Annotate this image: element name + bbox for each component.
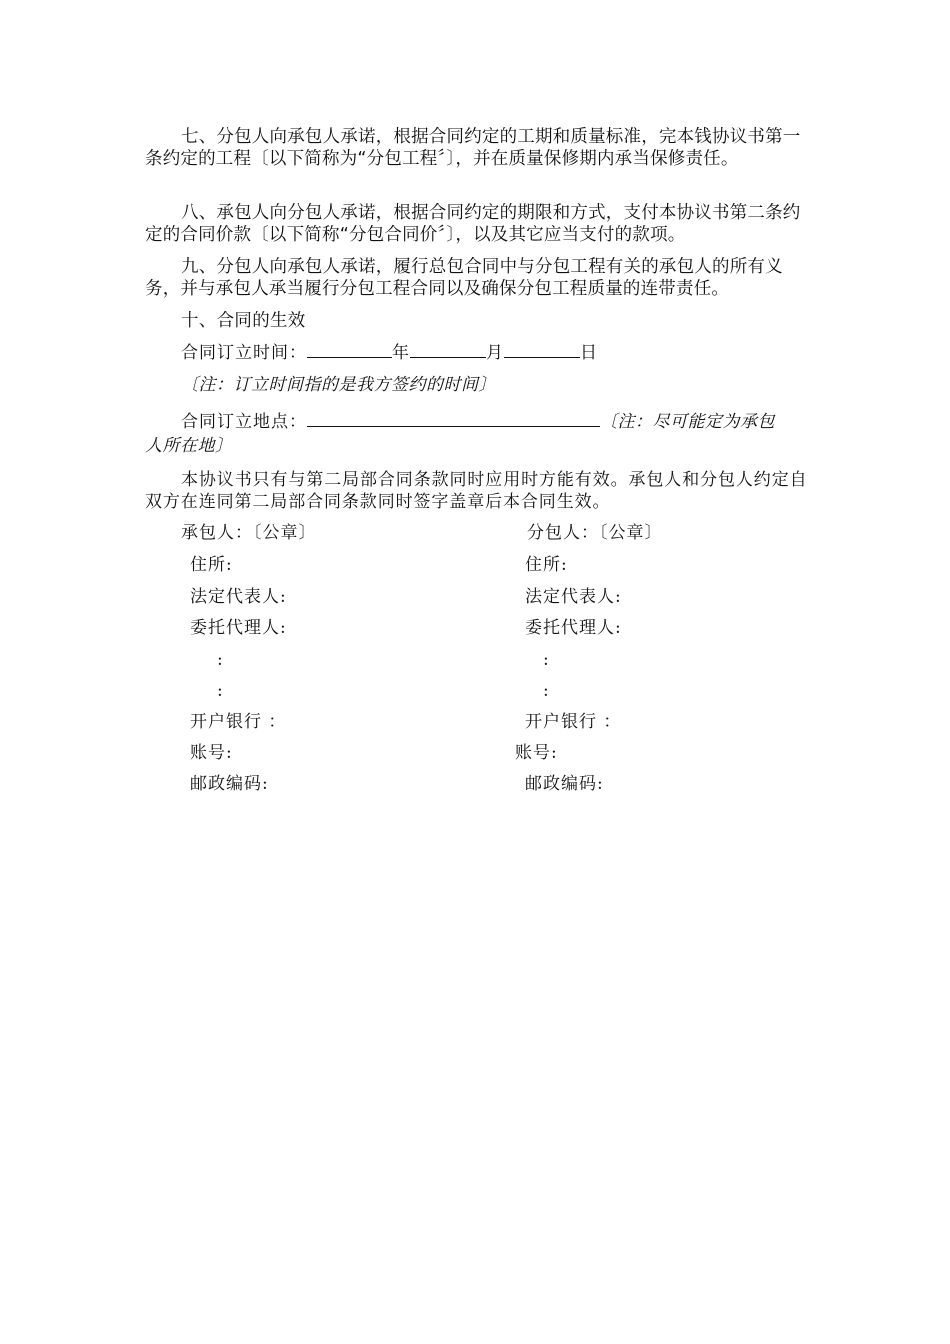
contractor-legal-rep: 法定代表人: <box>190 587 287 607</box>
day-label: 日 <box>580 343 598 363</box>
month-blank <box>410 340 486 358</box>
contractor-bank: 开户银行 ： <box>190 712 287 732</box>
contractor-address: 住所: <box>190 555 233 575</box>
sign-place-note-cont: 人所在地〕 <box>145 436 233 456</box>
subcontractor-colon-2: : <box>543 681 550 701</box>
sign-time-row <box>181 340 598 364</box>
year-label: 年 <box>392 343 410 363</box>
contractor-account: 账号: <box>190 743 233 763</box>
month-label: 月 <box>486 343 504 363</box>
contractor-agent: 委托代理人: <box>190 618 287 638</box>
sign-place-label: 合同订立地点： <box>181 412 307 432</box>
subcontractor-title: 分包人：〔公章〕 <box>527 523 663 543</box>
contractor-colon-2: : <box>217 681 224 701</box>
subcontractor-bank: 开户银行 ： <box>525 712 622 732</box>
subcontractor-postcode: 邮政编码: <box>525 774 604 794</box>
day-blank <box>504 340 580 358</box>
contractor-title: 承包人：〔公章〕 <box>181 523 317 543</box>
subcontractor-account: 账号: <box>515 743 558 763</box>
validity-text: 本协议书只有与第二局部合同条款同时应用时方能有效。承包人和分包人约定自双方在连同第二局部合同条款同时签字盖章后本合同生效。 <box>145 470 808 512</box>
contractor-colon-1: : <box>217 650 224 670</box>
subcontractor-colon-1: : <box>543 650 550 670</box>
sign-time-label: 合同订立时间： <box>181 343 307 363</box>
contractor-postcode: 邮政编码: <box>190 774 269 794</box>
sign-time-note: 〔注：订立时间指的是我方签约的时间〕 <box>181 375 496 395</box>
subcontractor-legal-rep: 法定代表人: <box>525 587 622 607</box>
sign-place-note: 〔注：尽可能定为承包 <box>600 412 775 432</box>
clause-7: 七、分包人向承包人承诺，根据合同约定的工期和质量标准，完本钱协议书第一条约定的工程〔以下简称为“分包工程〞〕，并在质量保修期内承当保修责任。 <box>145 127 801 169</box>
subcontractor-address: 住所: <box>525 555 568 575</box>
place-blank <box>307 409 600 427</box>
clause-8: 八、承包人向分包人承诺，根据合同约定的期限和方式，支付本协议书第二条约定的合同价款〔以下简称“分包合同价〞〕，以及其它应当支付的款项。 <box>145 203 801 245</box>
clause-9: 九、分包人向承包人承诺，履行总包合同中与分包工程有关的承包人的所有义务，并与承包人承当履行分包工程合同以及确保分包工程质量的连带责任。 <box>145 257 783 299</box>
sign-place-row <box>181 409 775 433</box>
clause-10-title: 十、合同的生效 <box>181 311 306 331</box>
subcontractor-agent: 委托代理人: <box>525 618 622 638</box>
year-blank <box>307 340 392 358</box>
